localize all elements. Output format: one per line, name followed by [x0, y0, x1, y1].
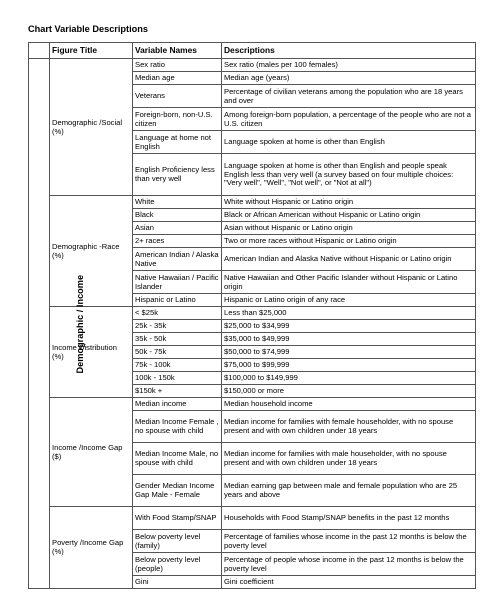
description-cell: Among foreign-born population, a percentage of the people who are not a U.S. citizen	[222, 108, 476, 131]
variable-name-cell: Asian	[133, 222, 222, 235]
variable-name-cell: Gini	[133, 576, 222, 589]
variable-name-cell: 100k - 150k	[133, 372, 222, 385]
description-cell: Median income for families with female householder, with no spouse present and with own children under 18 years	[222, 411, 476, 443]
description-cell: Percentage of people whose income in the past 12 months is below the poverty level	[222, 553, 476, 576]
table-row	[29, 507, 476, 530]
side-category-label: Demographic / Income	[75, 274, 86, 374]
description-cell: Native Hawaiian and Other Pacific Islander without Hispanic or Latino origin	[222, 271, 476, 294]
figure-title-cell: Income /Income Gap ($)	[50, 398, 133, 507]
variable-description-table	[28, 42, 476, 589]
description-cell: Percentage of families whose income in the past 12 months is below the poverty level	[222, 530, 476, 553]
description-cell: $50,000 to $74,999	[222, 346, 476, 359]
variable-name-cell: With Food Stamp/SNAP	[133, 507, 222, 530]
variable-name-cell: White	[133, 196, 222, 209]
figure-title-cell: Demographic -Race (%)	[50, 196, 133, 307]
variable-name-cell: Foreign-born, non-U.S. citizen	[133, 108, 222, 131]
header-descriptions: Descriptions	[222, 43, 476, 59]
description-cell: Median age (years)	[222, 72, 476, 85]
variable-name-cell: $150k +	[133, 385, 222, 398]
variable-name-cell: Language at home not English	[133, 131, 222, 154]
table-header-row	[29, 43, 476, 59]
description-cell: Asian without Hispanic or Latino origin	[222, 222, 476, 235]
description-cell: $75,000 to $99,999	[222, 359, 476, 372]
description-cell: $100,000 to $149,999	[222, 372, 476, 385]
description-cell: American Indian and Alaska Native without Hispanic or Latino origin	[222, 248, 476, 271]
figure-title-cell: Income Distribution (%)	[50, 307, 133, 398]
description-cell: Median income for families with male householder, with no spouse present and with own children under 18 years	[222, 443, 476, 475]
variable-name-cell: Sex ratio	[133, 59, 222, 72]
variable-name-cell: 35k - 50k	[133, 333, 222, 346]
variable-name-cell: Veterans	[133, 85, 222, 108]
variable-name-cell: Median income	[133, 398, 222, 411]
variable-name-cell: 75k - 100k	[133, 359, 222, 372]
table-row	[29, 398, 476, 411]
description-cell: $150,000 or more	[222, 385, 476, 398]
description-cell: Less than $25,000	[222, 307, 476, 320]
document-title: Chart Variable Descriptions	[28, 24, 148, 34]
variable-name-cell: Gender Median Income Gap Male - Female	[133, 475, 222, 507]
variable-name-cell: < $25k	[133, 307, 222, 320]
variable-name-cell: English Proficiency less than very well	[133, 154, 222, 196]
description-cell: $35,000 to $49,999	[222, 333, 476, 346]
table-row	[29, 307, 476, 320]
description-cell: $25,000 to $34,999	[222, 320, 476, 333]
variable-name-cell: Median age	[133, 72, 222, 85]
description-cell: Gini coefficient	[222, 576, 476, 589]
description-cell: Two or more races without Hispanic or Latino origin	[222, 235, 476, 248]
variable-name-cell: Below poverty level (family)	[133, 530, 222, 553]
description-cell: White without Hispanic or Latino origin	[222, 196, 476, 209]
description-cell: Language spoken at home is other than English and people speak English less than very well (a survey based on four multiple choices: "Very well", "Well", "Not well", or "Not at all")	[222, 154, 476, 196]
description-cell: Sex ratio (males per 100 females)	[222, 59, 476, 72]
variable-name-cell: Below poverty level (people)	[133, 553, 222, 576]
description-cell: Median earning gap between male and female population who are 25 years and above	[222, 475, 476, 507]
variable-name-cell: Median Income Female , no spouse with child	[133, 411, 222, 443]
variable-name-cell: Median Income Male, no spouse with child	[133, 443, 222, 475]
variable-name-cell: 25k - 35k	[133, 320, 222, 333]
table-row	[29, 59, 476, 72]
figure-title-cell: Poverty /Income Gap (%)	[50, 507, 133, 589]
description-cell: Black or African American without Hispanic or Latino origin	[222, 209, 476, 222]
header-variable-names: Variable Names	[133, 43, 222, 59]
table-row	[29, 196, 476, 209]
description-cell: Median household income	[222, 398, 476, 411]
variable-name-cell: Black	[133, 209, 222, 222]
description-cell: Percentage of civilian veterans among the population who are 18 years and over	[222, 85, 476, 108]
description-cell: Hispanic or Latino origin of any race	[222, 294, 476, 307]
figure-title-cell: Demographic /Social (%)	[50, 59, 133, 196]
header-figure-title: Figure Title	[50, 43, 133, 59]
variable-name-cell: Hispanic or Latino	[133, 294, 222, 307]
variable-name-cell: American Indian / Alaska Native	[133, 248, 222, 271]
description-cell: Language spoken at home is other than English	[222, 131, 476, 154]
header-blank-cell	[29, 43, 50, 59]
variable-name-cell: 2+ races	[133, 235, 222, 248]
description-cell: Households with Food Stamp/SNAP benefits in the past 12 months	[222, 507, 476, 530]
variable-name-cell: 50k - 75k	[133, 346, 222, 359]
variable-name-cell: Native Hawaiian / Pacific Islander	[133, 271, 222, 294]
